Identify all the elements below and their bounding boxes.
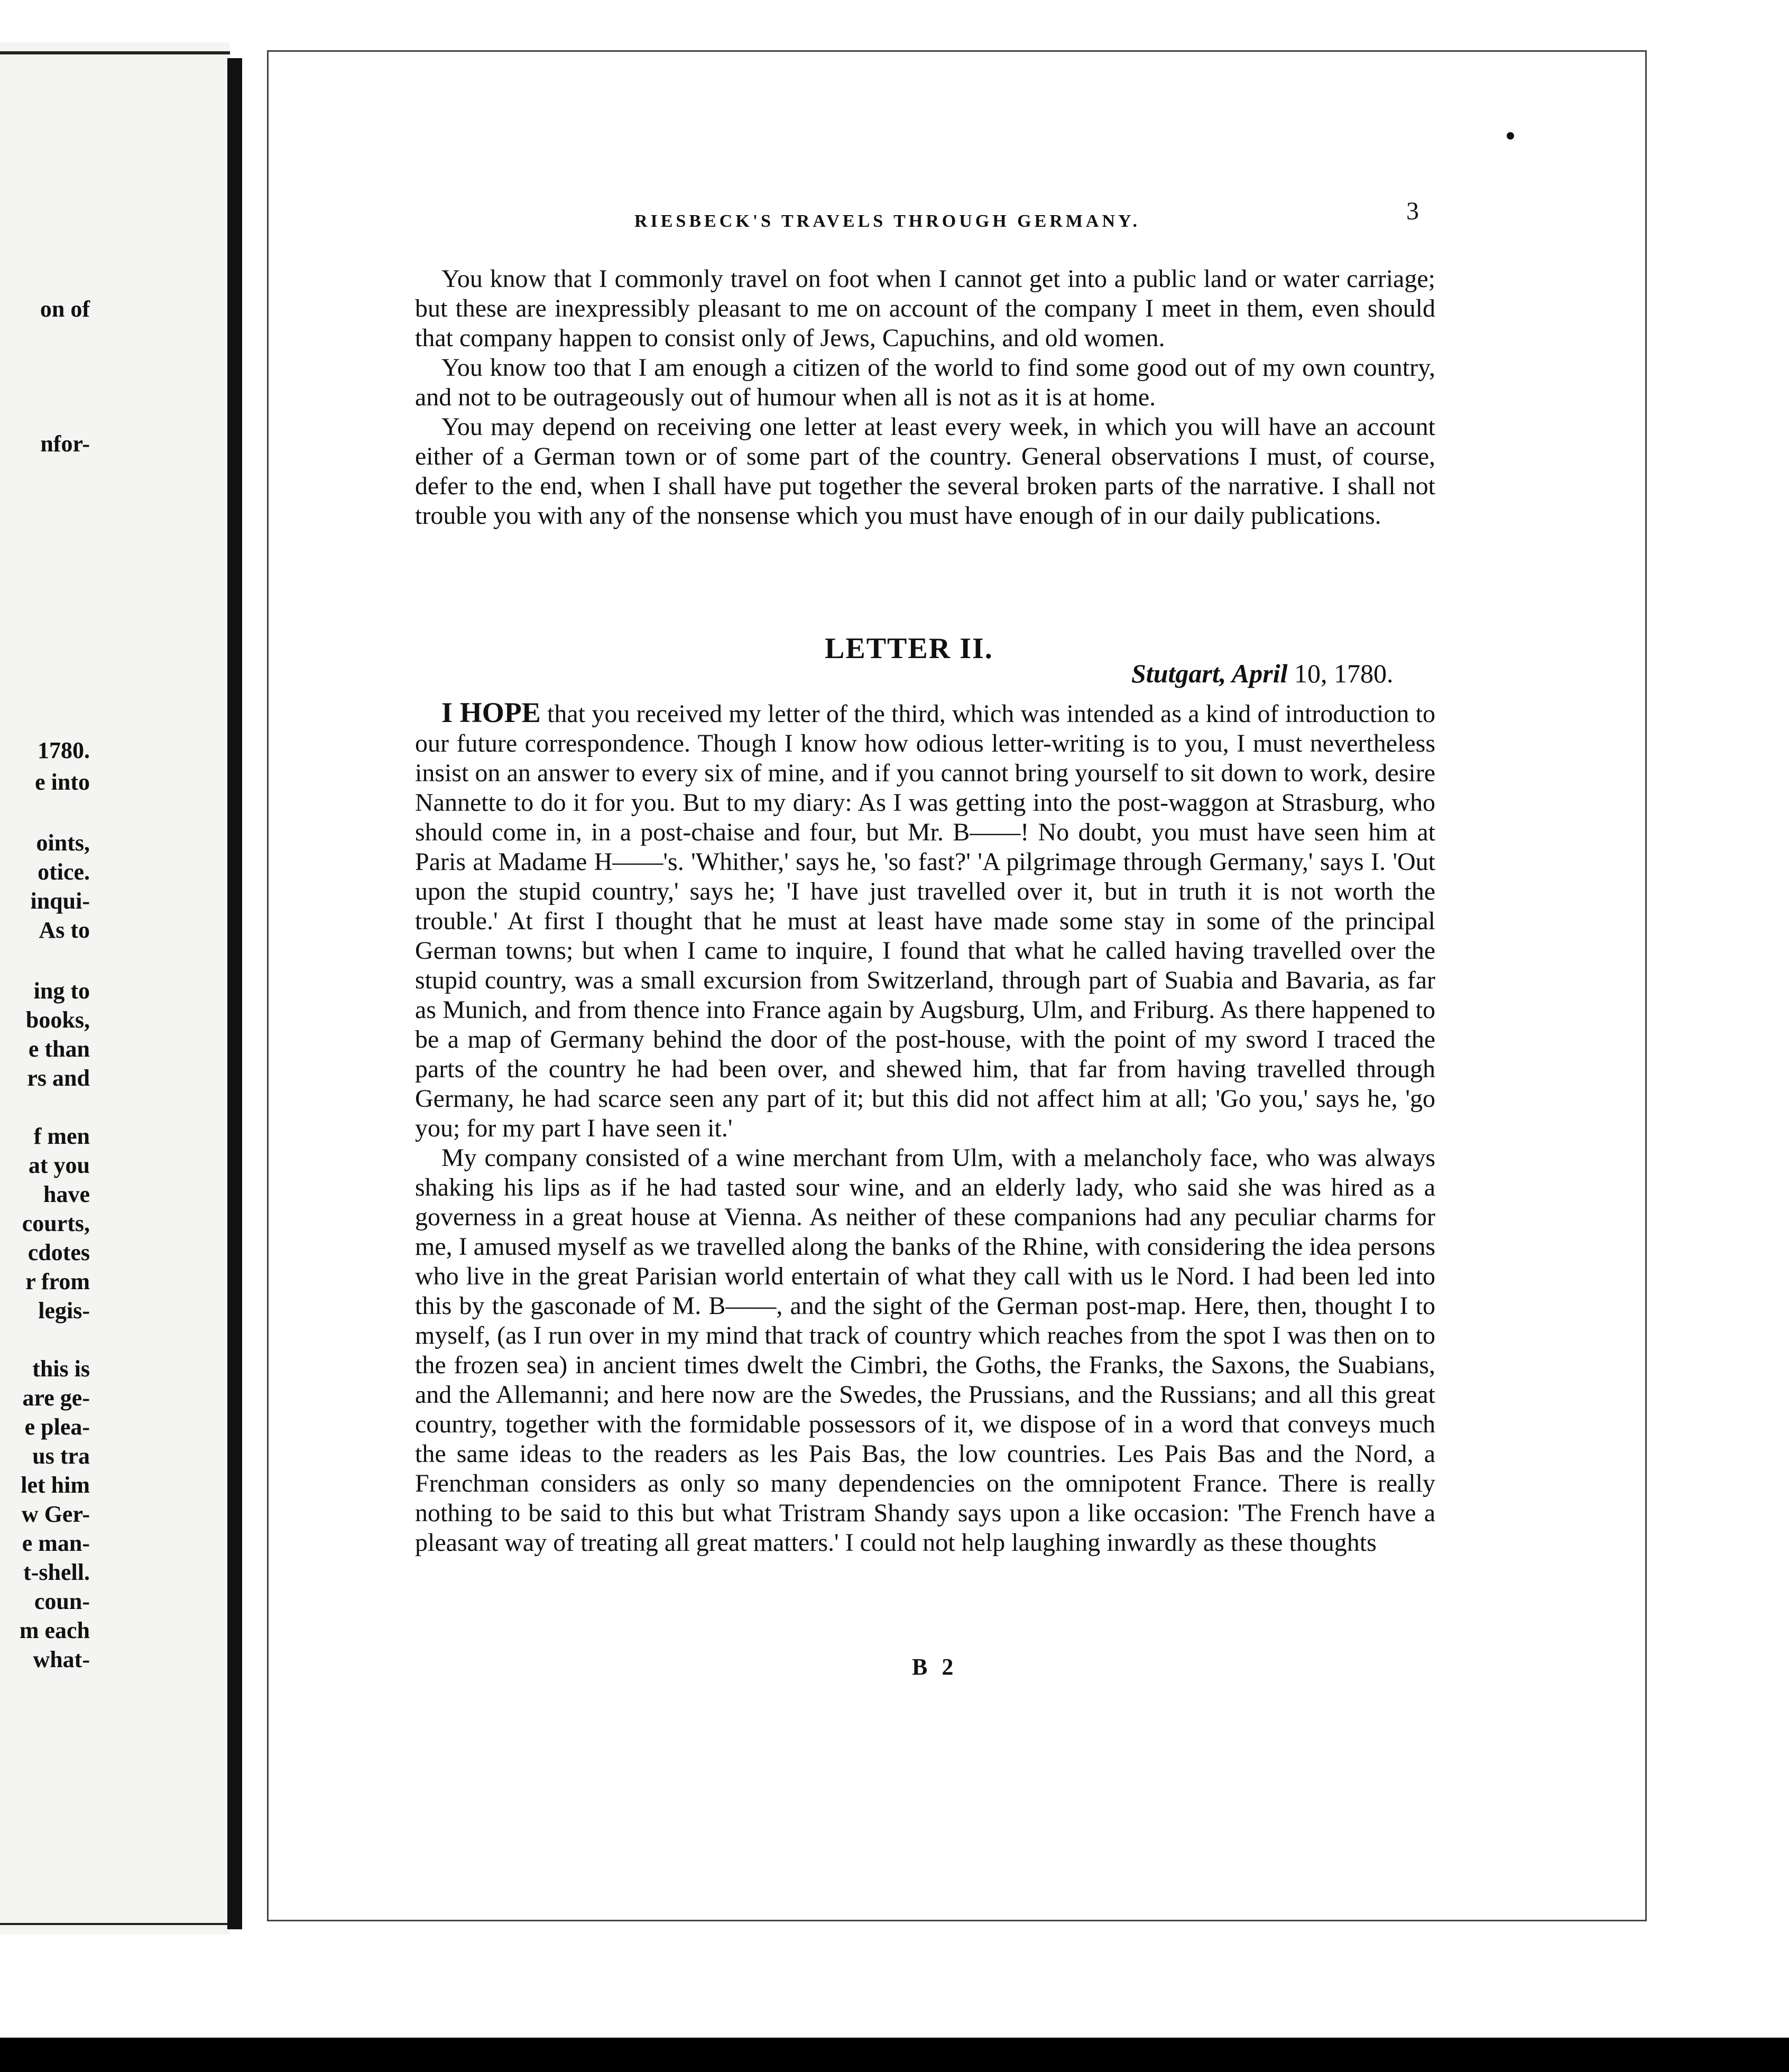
ink-dot	[1507, 132, 1514, 140]
left-page-fragment: e plea-	[24, 1414, 90, 1440]
left-page	[0, 42, 230, 1935]
letter-paragraph: My company consisted of a wine merchant from Ulm, with a melancholy face, who was always shaking his lips as if he had tasted sour wine, and an elderly lady, who said she was hired as a governess in a great house at Vienna. As neither of these companions had any peculiar charms for me, I amused myself as we travelled along the banks of the Rhine, with considering the idea persons who live in the great Parisian world entertain of what they call with us le Nord. I had been led into this by the gasconade of M. B——, and the sight of the German post-map. Here, then, thought I to myself, (as I run over in my mind that track of country which reaches from the spot I was then on to the frozen sea) in ancient times dwelt the Cimbri, the Goths, the Franks, the Saxons, the Suabians, and the Allemanni; and here now are the Swedes, the Prussians, and the Russians; and all this great country, together with the formidable possessors of it, we dispose of in a word that conveys much the same ideas to the readers as les Pais Bas, the low countries. Les Pais Bas and the Nord, a Frenchman considers as only so many dependencies on the omnipotent France. There is really nothing to be said to this but what Tristram Shandy says upon a like occasion: 'The French have a pleasant way of treating all great matters.' I could not help laughing inwardly as these thoughts	[415, 1144, 1435, 1557]
book-spine	[227, 58, 242, 1929]
left-page-fragment: e than	[28, 1036, 90, 1062]
letter-lead-word: I HOPE	[441, 697, 541, 728]
running-head: RIESBECK'S TRAVELS THROUGH GERMANY.	[634, 211, 1140, 231]
intro-paragraph: You know too that I am enough a citizen of the world to find some good out of my own country, and not to be outrageously out of humour when all is not as it is at home.	[415, 354, 1435, 411]
scan-bottom-edge	[0, 2038, 1789, 2072]
left-page-fragment: cdotes	[27, 1240, 90, 1265]
letter-place: Stutgart, April	[1131, 659, 1288, 688]
intro-paragraph: You know that I commonly travel on foot when I cannot get into a public land or water carriage; but these are inexpressibly pleasant to me on account of the company I meet in them, even should that company happen to consist only of Jews, Capuchins, and old women.	[415, 265, 1435, 352]
letter-dateline	[1131, 658, 1393, 689]
left-page-fragment: coun-	[34, 1588, 90, 1614]
left-page-fragment: on of	[40, 296, 90, 322]
left-page-fragment: ing to	[33, 978, 90, 1004]
left-page-fragment: oints,	[36, 830, 90, 856]
left-page-fragment: e into	[35, 769, 90, 795]
left-page-fragment: As to	[39, 917, 90, 943]
left-page-fragment: inqui-	[30, 888, 90, 914]
left-page-fragment: let him	[21, 1472, 90, 1498]
page-number: 3	[1406, 197, 1419, 225]
letter-date: 10, 1780.	[1294, 659, 1394, 688]
left-page-fragment: at you	[28, 1152, 90, 1178]
letter-paragraph-text: that you received my letter of the third, which was intended as a kind of introduction to our future correspondence. Though I know how odious letter-writing is to you, I must nevertheless insist on an answer to every six of mine, and if you cannot bring yourself to sit down to work, desire Nannette to do it for you. But to my diary: As I was getting into the post-waggon at Strasburg, who should come in, in a post-chaise and four, but Mr. B——! No doubt, you must have seen him at Paris at Madame H——'s. 'Whither,' says he, 'so fast?' 'A pilgrimage through Germany,' says I. 'Out upon the stupid country,' says he; 'I have just travelled over it, but in truth it is not worth the trouble.' At first I thought that he must at least have made some stay in some of the principal German towns; but when I came to inquire, I found that what he called having travelled over the stupid country, was a small excursion from Switzerland, through part of Suabia and Bavaria, as far as Munich, and from thence into France again by Augsburg, Ulm, and Friburg. As there happened to be a map of Germany behind the door of the post-house, with the point of my sword I traced the parts of the country he had been over, and shewed him, that far from having travelled through Germany, he had scarce seen any part of it; but this did not affect him at all; 'Go you,' says he, 'go you; for my part I have seen it.'	[415, 700, 1435, 1142]
letter-title: LETTER II.	[825, 632, 993, 665]
left-page-fragment: f men	[33, 1123, 90, 1149]
left-page-fragment: books,	[25, 1007, 90, 1033]
letter-body	[415, 698, 1435, 1558]
left-page-fragment: this is	[32, 1356, 90, 1382]
left-page-fragment: us tra	[32, 1443, 90, 1469]
left-page-fragment: nfor-	[40, 431, 90, 457]
left-page-fragment: rs and	[27, 1065, 90, 1091]
left-page-fragment: legis-	[38, 1298, 90, 1324]
left-page-fragment: m each	[19, 1617, 90, 1643]
left-page-fragment: w Ger-	[21, 1501, 90, 1527]
left-page-fragment: what-	[33, 1646, 90, 1672]
left-page-fragment: e man-	[22, 1530, 90, 1556]
letter-paragraph	[415, 698, 1435, 1143]
left-page-fragment: otice.	[38, 859, 90, 885]
signature-mark: B 2	[912, 1654, 958, 1680]
intro-text	[415, 264, 1435, 531]
left-page-fragment: are ge-	[22, 1385, 90, 1411]
left-page-fragment: courts,	[22, 1210, 90, 1236]
intro-paragraph: You may depend on receiving one letter at least every week, in which you will have an account either of a German town or of some part of the country. General observations I must, of course, defer to the end, when I shall have put together the several broken parts of the narrative. I shall not trouble you with any of the nonsense which you must have enough of in our daily publications.	[415, 413, 1435, 530]
left-page-fragment: t-shell.	[23, 1559, 90, 1585]
left-page-fragment: r from	[25, 1269, 90, 1294]
left-page-fragment: have	[43, 1181, 90, 1207]
left-page-fragment: 1780.	[38, 737, 90, 763]
